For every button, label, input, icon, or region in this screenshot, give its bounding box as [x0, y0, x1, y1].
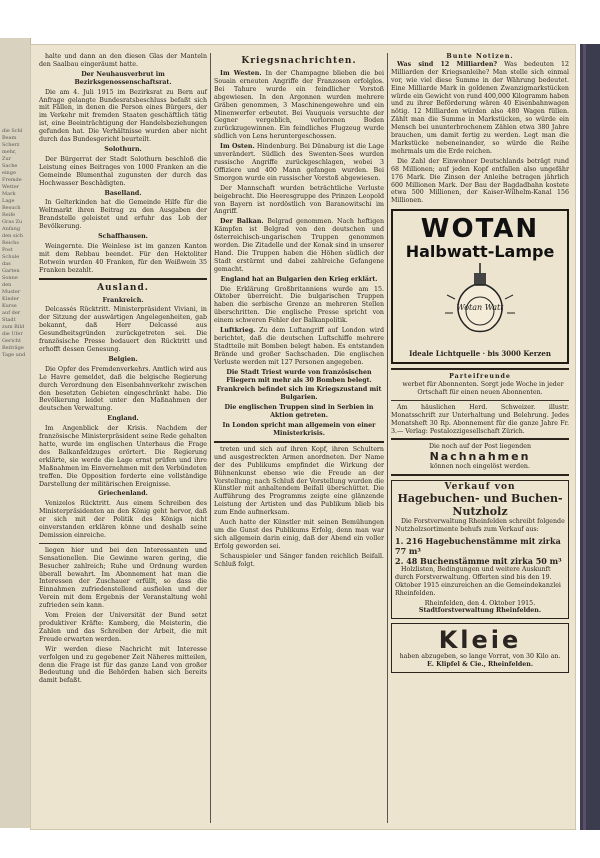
col1-lower-1: liegen hier und bei den Interessanten und Sensationellen. Die Gewinne waren gering, die Besucher zahlreich; Ruhe und Ordnung wurden überall bewahrt. Im Abonnement hat man die Interessen der Zuschauer erfüllt, so dass die Einnahmen zufriedenstellend ausfielen und der Verein mit dem Ergebnis der Veranstaltung wohl zufrieden sein kann. — [39, 546, 207, 610]
left-page-edge-text: die Schl Beam Scherz mehr, Zur Sache einge Fremde Wetter Mark Lage Besuch Reife Gras Zu Anfang den sich Reichs Post Schule das Garten Sonne den Muster Kinder Kurse auf der Stadt zum Bild die Ufer Gericht Beiträge Tage und — [2, 128, 26, 358]
luftkrieg-label: Luftkrieg. — [220, 327, 256, 335]
milliarden-text-2: Die Zahl der Einwohner Deutschlands beträgt rund 68 Millionen; auf jeden Kopf entfallen also ungefähr 176 Mark. Die Zinsen der Anleihe betragen jährlich 600 Millionen Mark. Der Bau der Bagdadbahn kostete etwa 500 Millionen, der Kaiser-Wilhelm-Kanal 156 Millionen. — [391, 157, 569, 205]
col1-rule-2 — [39, 543, 207, 544]
col1-p3: In Gelterkinden hat die Gemeinde Hilfe für die Weltmarkt ihren Beitrag zu den Ausgaben der Brandstelle geleistet und erfuhr das Lob der Bevölkerung. — [39, 199, 207, 231]
kleie-text: haben abzugeben, so lange Vorrat, von 30 Kilo an. — [399, 653, 561, 661]
nachnahmen-heading: Nachnahmen — [429, 450, 531, 464]
wotan-subtitle: Halbwatt-Lampe — [405, 242, 555, 262]
ost-label: Im Osten. — [220, 143, 255, 151]
bulb-label: Wotan Watt — [456, 303, 504, 313]
verkauf-heading: Verkauf von — [444, 482, 516, 493]
belgien-text: Die Opfer des Fremdenverkehrs. Amtlich wird aus Le Havre gemeldet, daß die belgische Regierung durch Verordnung den Eisenbahnverkehr zwischen den besetzten Gebieten eingeschränkt habe. Die Bevölkerung leidet unter den Maßnahmen der deutschen Verwaltung. — [39, 365, 207, 413]
col2-lower-1: treten und sich auf ihren Kopf, ihren Schultern und ausgestreckten Armen anordneten. Der Name der des Publikums empfindet die Wirkung der Bühnenkunst ebenso wie die Freude an der Vorstellung; nach Schluß der Vorstellung wurden die Künstler mit anhaltendem Beifall überschüttet. Die Aufführung des Programms zeigte eine glänzende Leistung der Artisten und das Publikum blieb bis zum Ende aufmerksam. — [214, 445, 384, 517]
col3-rule-2 — [391, 400, 569, 401]
ost-text: Hindenburg. Bei Dünaburg ist die Lage unverändert. Südlich des Swenten-Sees wurden russische Angriffe zurückgeschlagen, wobei 3 Offiziere und 400 Mann gefangen wurden. Bei Smorgon wurde ein russischer Vorstoß abgewiesen. — [214, 143, 384, 182]
book-spine — [580, 44, 600, 830]
wotan-tagline: Ideale Lichtquelle · bis 3000 Kerzen — [409, 349, 551, 359]
triest-heading: Die Stadt Triest wurde von französischen Fliegern mit mehr als 30 Bomben belegt. — [226, 368, 372, 384]
kleie-advertisement — [391, 623, 569, 673]
bulgaria-war-heading: England hat an Bulgarien den Krieg erklärt. — [220, 275, 378, 283]
frankreich-text: Delcassés Rücktritt. Ministerpräsident Viviani, in der Sitzung der auswärtigen Angelegenheiten, gab bekannt, daß Herr Delcassé aus Gesundheitsgründen zurückgetreten sei. Die französische Presse bedauert den Rücktritt und erhofft dessen Genesung. — [39, 306, 207, 353]
frankreich-heading: Frankreich. — [102, 296, 144, 304]
post-note: Die noch auf der Post liegenden — [428, 443, 532, 451]
wotan-brand: WOTAN — [420, 214, 540, 245]
column-2 — [214, 53, 384, 570]
milliarden-text: Was bedeuten 12 Milliarden der Kriegsanleihe? Man stelle sich einmal vor, wie viel diese Summe in der Währung bedeutet. Eine Milliarde Mark in goldenen Zwanzigmarkstücken würde ein Gewicht von rund 400,000 Kilogramm haben und zu ihrer Beförderung wären 40 Eisenbahnwagen nötig. 12 Milliarden würden also 480 Wagen füllen. Zählt man die Summe in Markstücken, so würde ein Mensch bei ununterbrochenem Zählen etwa 380 Jahre brauchen, um damit fertig zu werden. Legt man die Markstücke nebeneinander, so würde die Reihe mehrmals um die Erde reichen. — [391, 60, 569, 155]
holz-item-2: 2. 48 Buchenstämme mit zirka 50 m³ — [395, 555, 562, 566]
english-serbia-heading: Die englischen Truppen sind in Serbien in Aktion getreten. — [224, 404, 374, 420]
lightbulb-icon — [445, 263, 515, 347]
column-divider-1 — [210, 53, 211, 823]
col3-rule-1 — [391, 368, 569, 370]
griechenland-heading: Griechenland. — [98, 490, 148, 498]
balkan-text: Belgrad genommen. Nach heftigen Kämpfen ist Belgrad von den deutschen und österreichisch-ungarischen Truppen genommen worden. Die Zitadelle und der Konak sind in unserer Hand. Die Truppen haben die Höhen südlich der Stadt erstürmt und dabei zahlreiche Gefangene gemacht. — [214, 218, 385, 273]
ost-text-2: Der Mannschaft wurden beträchtliche Verluste beigebracht. Die Heeresgruppe des Prinzen Leopold von Bayern ist nordöstlich von Baranowitschi im Angriff. — [214, 184, 384, 216]
holz-verkauf-advertisement — [391, 480, 569, 619]
balkan-label: Der Balkan. — [220, 218, 264, 226]
kriegsnachrichten-heading: Kriegsnachrichten. — [241, 56, 357, 66]
hagebuchen-place-date: Rheinfelden, den 4. Oktober 1915. — [424, 599, 536, 607]
england-heading: England. — [107, 415, 139, 423]
column-1 — [39, 53, 207, 687]
france-bulgaria-heading: Frankreich befindet sich im Kriegszustand mit Bulgarien. — [216, 386, 382, 402]
col1-p2: Der Bürgerrat der Stadt Solothurn beschloß die Leistung eines Beitrages von 1000 Franken an die Gemeinde Blumenthal zugunsten der durch das Hochwasser Beschädigten. — [39, 155, 207, 187]
col1-intro: halte und dann an den diesen Glas der Manteln den Saalbau eingeräumt hatte. — [39, 53, 207, 68]
griechenland-text: Venizelos Rücktritt. Aus einem Schreiben des Ministerpräsidenten an den König geht hervor, daß er sich mit der Politik des Königs nicht einverstanden erklären könne und deshalb seine Demission einreiche. — [39, 500, 207, 539]
col1-p4-title: Schaffhausen. — [98, 233, 148, 241]
post-note-2: können noch eingelöst werden. — [430, 463, 530, 471]
col2-lower-2: Auch hatte der Künstler mit seinen Bemühungen um die Gunst des Publikums Erfolg, denn man war sich allgemein darin einig, daß der Abend ein voller Erfolg geworden sei. — [214, 519, 384, 550]
england-text: Im Angenblick der Krisis. Nachdem der französische Ministerpräsident seine Rede gehalten hatte, wurde im englischen Unterhaus die Frage des Balkanfeldzuges erörtert. Die Regierung erklärte, sie werde die Lage ernst prüfen und ihre Maßnahmen im Einvernehmen mit den Verbündeten treffen. Die Opposition forderte eine vollständige Darstellung der militärischen Ereignisse. — [39, 425, 207, 488]
london-crisis-heading: In London spricht man allgemein von einer Ministerkrisis. — [222, 422, 376, 437]
parteifreunde-heading: Parteifreunde — [449, 373, 511, 381]
left-page-edge — [0, 38, 31, 828]
hagebuchen-signature: Stadtforstverwaltung Rheinfelden. — [418, 607, 542, 615]
col3-rule-4 — [391, 474, 569, 476]
west-label: Im Westen. — [220, 70, 262, 77]
ausland-heading: Ausland. — [97, 282, 149, 293]
col1-lower-3: Wir werden diese Nachricht mit Interesse verfolgen und zu gegebener Zeit Näheres mitteilen, denn die Frage ist für das ganze Land von großer Bedeutung und die Behörden haben sich bereits damit befaßt. — [39, 645, 207, 685]
newspaper-page — [30, 44, 576, 830]
col1-p1: Die am 4. Juli 1915 im Bezirksrat zu Bern auf Anfrage gelangte Bundesratsbeschluss befaßt sich mit Fällen, in denen die Person eines Bürgers, der im Verkehr mit fremden Staaten geschäftlich tätig ist, eine Beeinträchtigung der Handelsbeziehungen gefunden hat. Die Verhältnisse wurden aber nicht durch das Bundesgericht beurteilt. — [39, 88, 207, 144]
hagebuchen-text-2: Holzlisten, Bedingungen und weitere Auskunft durch Forstverwaltung. Offerten sind bis den 19. Oktober 1915 einzureichen an die Gemeindekanzlei Rheinfelden. — [395, 565, 561, 597]
col1-p1-title: Der Neuhausverbrut im Bezirksgenossenschaftsrat. — [74, 70, 172, 86]
west-text: In der Champagne blieben die bei Souain erneuten Angriffe der Franzosen erfolglos. Bei Tahure wurde ein feindlicher Vorstoß abgewiesen. In den Argonnen wurden mehrere Gräben genommen, 3 Maschinengewehre und ein Minenwerfer erbeutet. Bei Vauquois versuchte der Gegner vergeblich, verlorenen Boden zurückzugewinnen. Ein feindliches Flugzeug wurde südlich von Lens heruntergeschossen. — [214, 70, 384, 141]
haeuslicher-herd-ad: Am häuslichen Herd. Schweizer. illustr. Monatsschrift zur Unterhaltung und Belehrung. Jedes Monatsheft 30 Rp. Abonnement für die ganze Jahre Fr. 3.— Verlag: Pestalozzigesellschaft Zürich. — [391, 403, 569, 435]
milliarden-title: Was sind 12 Milliarden? — [397, 60, 498, 68]
hagebuchen-heading: Hagebuchen- und Buchen-Nutzholz — [397, 492, 563, 519]
col3-rule-3 — [391, 438, 569, 440]
col1-lower-2: Vom Freien der Universität der Bund setzt produktiver Kräfte: Kamberg, die Meisterin, die Zahlen und das Schreiben der Arbeit, die mit Freude erwarten werden. — [39, 612, 207, 643]
col1-p3-title: Baselland. — [104, 189, 142, 197]
bulgaria-war-text: Die Erklärung Großbritanniens wurde am 15. Oktober überreicht. Die bulgarischen Truppen haben die serbische Grenze an mehreren Stellen überschritten. Die englische Presse spricht von einem schweren Fehler der Balkanpolitik. — [214, 285, 384, 325]
col1-rule — [39, 278, 207, 280]
col1-p2-title: Solothurn. — [104, 145, 142, 153]
luftkrieg-text: Zu dem Luftangriff auf London wird berichtet, daß die deutschen Luftschiffe mehrere Stadtteile mit Bomben belegt haben. Es entstanden Brände und großer Sachschaden. Die englischen Verluste werden mit 127 Personen angegeben. — [214, 327, 384, 366]
bunte-notizen-heading: Bunte Notizen. — [446, 53, 514, 60]
column-3 — [391, 53, 569, 677]
column-divider-2 — [387, 53, 388, 823]
col2-lower-3: Schauspieler und Sänger fanden reichlich Beifall. Schluß folgt. — [214, 552, 384, 568]
hagebuchen-text: Die Forstverwaltung Rheinfelden schreibt folgende Nutzholzsortimente behufs zum Verkauf aus: — [395, 518, 565, 533]
col2-rule — [214, 441, 384, 443]
wotan-advertisement — [391, 209, 569, 364]
holz-item-1: 1. 216 Hagebuchenstämme mit zirka 77 m³ — [395, 535, 561, 556]
kleie-heading: Kleie — [438, 626, 522, 655]
belgien-heading: Belgien. — [108, 355, 138, 363]
spine-stripe — [583, 44, 586, 830]
kleie-firm: E. Klipfel & Cie., Rheinfelden. — [426, 661, 534, 669]
col1-p4: Weingernte. Die Weinlese ist im ganzen Kanton mit dem Rebbau beendet. Für den Hektoliter Rotwein wurden 40 Franken, für den Weißwein 35 Franken bezahlt. — [39, 242, 207, 274]
parteifreunde-text: werbet für Abonnenten. Sorgt jede Woche in jeder Ortschaft für einen neuen Abonnenten. — [402, 381, 564, 396]
